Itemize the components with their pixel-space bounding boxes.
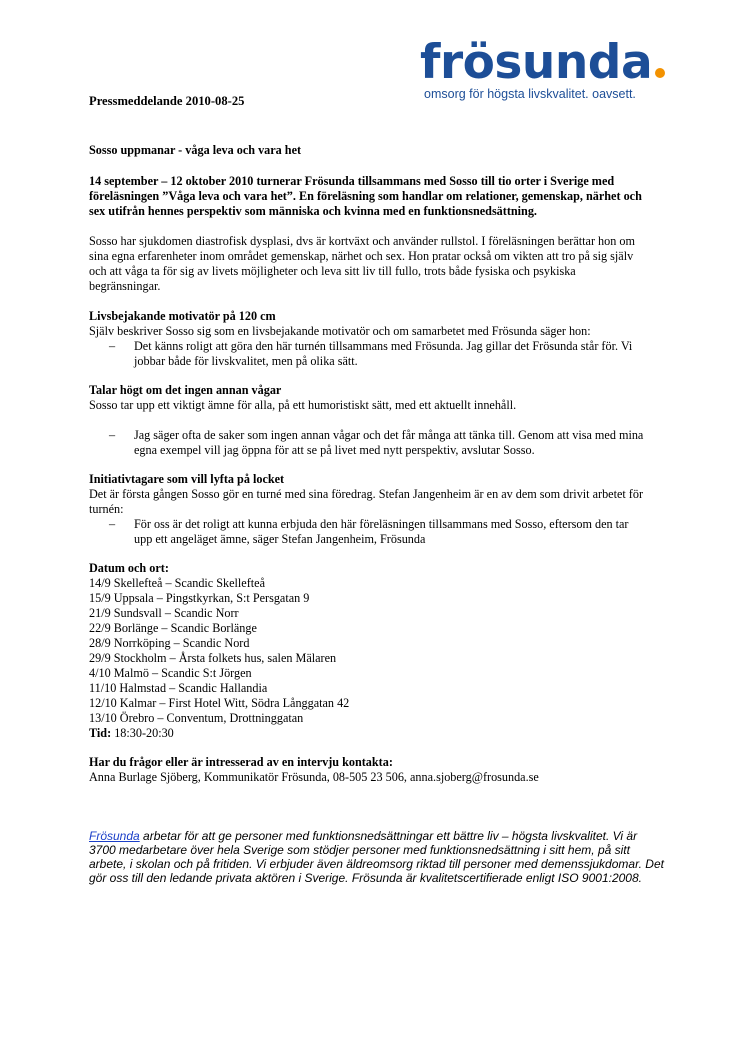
logo-wordmark xyxy=(420,35,670,90)
document-body xyxy=(89,143,664,885)
logo-tagline: omsorg för högsta livskvalitet. oavsett. xyxy=(424,87,636,101)
date-item: 11/10 Halmstad – Scandic Hallandia xyxy=(89,681,268,695)
date-item: 14/9 Skellefteå – Scandic Skellefteå xyxy=(89,576,265,590)
date-item: 4/10 Malmö – Scandic S:t Jörgen xyxy=(89,666,252,680)
press-release-heading: Pressmeddelande 2010-08-25 xyxy=(89,94,245,108)
quote-item xyxy=(89,339,649,369)
footer-text: arbetar för att ge personer med funktionsnedsättningar ett bättre liv – högsta livskvalitet. Vi är 3700 medarbetare över hela Sverige som stödjer personer med funktionsnedsättning i sitt hem, på sitt arbete, i skolan och på fritiden. Vi erbjuder även äldreomsorg riktad till personer med demenssjukdomar. Det gör oss till den ledande privata aktören i Sverige. Frösunda är kvalitetscertifierade enligt ISO 9001:2008. xyxy=(89,829,664,885)
contact-text: Anna Burlage Sjöberg, Kommunikatör Frösunda, 08-505 23 506, anna.sjoberg@frosunda.se xyxy=(89,770,539,784)
contact-heading: Har du frågor eller är intresserad av en intervju kontakta: xyxy=(89,755,393,769)
date-item: 12/10 Kalmar – First Hotel Witt, Södra Långgatan 42 xyxy=(89,696,350,710)
section-motivator xyxy=(89,309,649,369)
footer-about xyxy=(89,829,664,885)
logo-name: frösunda xyxy=(420,35,653,90)
date-item: 21/9 Sundsvall – Scandic Norr xyxy=(89,606,239,620)
section-text: Själv beskriver Sosso sig som en livsbejakande motivatör och om samarbetet med Frösunda säger hon: xyxy=(89,324,591,338)
logo-dot-icon xyxy=(655,68,665,78)
section-heading: Initiativtagare som vill lyfta på locket xyxy=(89,472,285,486)
dash-bullet: – xyxy=(109,428,116,442)
date-item: 22/9 Borlänge – Scandic Borlänge xyxy=(89,621,257,635)
dash-bullet: – xyxy=(109,339,116,353)
quote-item xyxy=(89,517,649,547)
lead-paragraph: 14 september – 12 oktober 2010 turnerar Frösunda tillsammans med Sosso till tio orter i Sverige med föreläsningen ”Våga leva och vara het”. En föreläsning som handlar om relationer, gemenskap, närhet och sex utifrån hennes perspektiv som människa och kvinna med en funktionsnedsättning. xyxy=(89,174,642,218)
quote-text: För oss är det roligt att kunna erbjuda den här föreläsningen tillsammans med Sosso, eftersom den tar upp ett angeläget ämne, säger Stefan Jangenheim, Frösunda xyxy=(134,517,629,546)
section-heading: Livsbejakande motivatör på 120 cm xyxy=(89,309,276,323)
date-item: 29/9 Stockholm – Årsta folkets hus, salen Mälaren xyxy=(89,651,337,665)
dates-heading: Datum och ort: xyxy=(89,561,169,575)
dates-section xyxy=(89,561,649,741)
section-initiator xyxy=(89,472,649,547)
time-value: 18:30-20:30 xyxy=(114,726,174,740)
quote-text: Jag säger ofta de saker som ingen annan vågar och det får många att tänka till. Genom att visa med mina egna exempel vill jag öppna för att se på livet med nytt perspektiv, avslutar Sosso. xyxy=(134,428,644,457)
quote-item xyxy=(89,428,649,458)
frosunda-logo xyxy=(420,35,670,102)
section-heading: Talar högt om det ingen annan vågar xyxy=(89,383,282,397)
intro-paragraph: Sosso har sjukdomen diastrofisk dysplasi, dvs är kortväxt och använder rullstol. I föreläsningen berättar hon om sina egna erfarenheter inom området gemenskap, närhet och sex. Hon pratar också om vikten att tro på sig själv och att våga ta för sig av livets möjligheter och leva sitt liv till fullo, trots både fysiska och psykiska begränsningar. xyxy=(89,234,635,293)
section-speaks-loud xyxy=(89,383,649,458)
time-label: Tid: xyxy=(89,726,112,740)
quote-text: Det känns roligt att göra den här turnén tillsammans med Frösunda. Jag gillar det Frösunda står för. Vi jobbar både för livskvalitet, men på olika sätt. xyxy=(134,339,633,368)
date-item: 13/10 Örebro – Conventum, Drottninggatan xyxy=(89,711,304,725)
frosunda-link[interactable]: Frösunda xyxy=(89,829,140,843)
date-item: 28/9 Norrköping – Scandic Nord xyxy=(89,636,250,650)
dash-bullet: – xyxy=(109,517,116,531)
contact-section xyxy=(89,755,649,785)
section-text: Det är första gången Sosso gör en turné med sina föredrag. Stefan Jangenheim är en av dem som drivit arbetet för turnén: xyxy=(89,487,644,516)
document-title: Sosso uppmanar - våga leva och vara het xyxy=(89,143,302,157)
section-text: Sosso tar upp ett viktigt ämne för alla, på ett humoristiskt sätt, med ett aktuellt innehåll. xyxy=(89,398,517,412)
time-row xyxy=(89,726,649,741)
date-item: 15/9 Uppsala – Pingstkyrkan, S:t Persgatan 9 xyxy=(89,591,310,605)
